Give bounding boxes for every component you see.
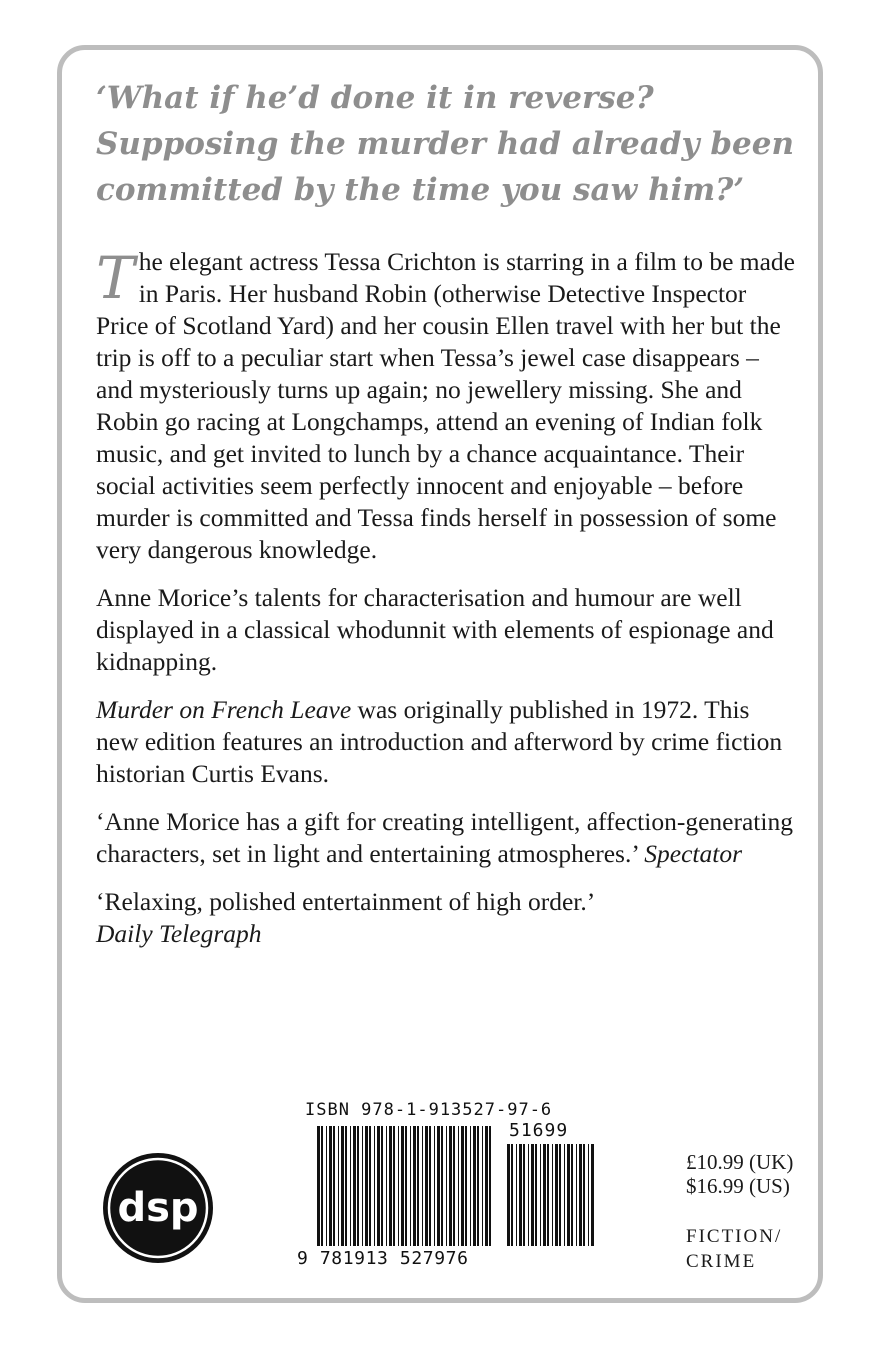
- genre-line-2: CRIME: [686, 1251, 757, 1272]
- barcode-bar: [326, 1126, 327, 1246]
- pull-quote-line-3: committed by the time you saw him?’: [96, 172, 745, 208]
- barcode-bar: [425, 1126, 428, 1246]
- barcode-bar: [389, 1126, 392, 1246]
- barcode-bar: [511, 1144, 513, 1246]
- barcode-bar: [405, 1126, 407, 1246]
- barcode-bar: [555, 1144, 558, 1246]
- blurb-paragraph-3: [96, 694, 796, 790]
- barcode-bar: [329, 1126, 332, 1246]
- review-2-text: ‘Relaxing, polished entertainment of high order.’: [96, 887, 596, 916]
- barcode-bars: [297, 1122, 597, 1248]
- barcode-bar: [567, 1144, 570, 1246]
- barcode-bar: [449, 1126, 452, 1246]
- barcode-bar: [338, 1126, 339, 1246]
- barcode-bar: [465, 1126, 467, 1246]
- barcode-bar: [523, 1144, 525, 1246]
- barcode-bar: [321, 1126, 323, 1246]
- barcode-bar: [369, 1126, 371, 1246]
- pull-quote: [96, 75, 816, 213]
- barcode-bar: [458, 1126, 459, 1246]
- barcode-bar: [535, 1144, 537, 1246]
- barcode-bar: [434, 1126, 435, 1246]
- price-uk: £10.99 (UK): [686, 1150, 794, 1174]
- barcode-bar: [507, 1144, 510, 1246]
- barcode-bar: [583, 1144, 585, 1246]
- blurb: [96, 246, 796, 966]
- review-1-text: ‘Anne Morice has a gift for creating intelligent, affection-generating characters, set in light and entertaining atmospheres.’: [96, 807, 793, 868]
- barcode-bar: [401, 1126, 404, 1246]
- blurb-paragraph-1-text: he elegant actress Tessa Crichton is starring in a film to be made in Paris. Her husband Robin (otherwise Detective Inspector Price of Scotland Yard) and her cousin Ellen travel with her but the trip is off to a peculiar start when Tessa’s jewel case disappears – and mysteriously turns up again; no jewellery missing. She and Robin go racing at Longchamps, attend an evening of Indian folk music, and get invited to lunch by a chance acquaintance. Their social activities seem perfectly innocent and enjoyable – before murder is committed and Tessa finds herself in possession of some very dangerous knowledge.: [96, 247, 795, 564]
- barcode-bar: [398, 1126, 399, 1246]
- barcode-bar: [413, 1126, 416, 1246]
- barcode-bar: [591, 1144, 594, 1246]
- barcode-bar: [461, 1126, 464, 1246]
- review-1: [96, 806, 796, 870]
- barcode-bar: [446, 1126, 447, 1246]
- barcode-bar: [417, 1126, 419, 1246]
- genre-line-1: FICTION/: [686, 1226, 783, 1247]
- barcode-bar: [531, 1144, 534, 1246]
- barcode-bar: [579, 1144, 582, 1246]
- review-2: [96, 886, 796, 950]
- genre-label: [686, 1224, 816, 1274]
- barcode-bar: [422, 1126, 423, 1246]
- barcode-bar: [345, 1126, 347, 1246]
- barcode-bar: [552, 1144, 553, 1246]
- barcode-digits: 9 781913 527976: [297, 1248, 469, 1269]
- barcode-bar: [410, 1126, 411, 1246]
- blurb-paragraph-3-text: was originally published in 1972. This new edition features an introduction and afterword by crime fiction historian Curtis Evans.: [96, 695, 783, 788]
- barcode-bar: [357, 1126, 359, 1246]
- blurb-paragraph-2: Anne Morice’s talents for characterisation and humour are well displayed in a classical whodunnit with elements of espionage and kidnapping.: [96, 583, 774, 676]
- barcode-addon-digits: 51699: [509, 1120, 569, 1141]
- pull-quote-line-1: ‘What if he’d done it in reverse?: [96, 80, 654, 116]
- barcode-bar: [353, 1126, 356, 1246]
- drop-cap: T: [96, 244, 135, 312]
- barcode-bar: [571, 1144, 573, 1246]
- barcode-bar: [516, 1144, 517, 1246]
- price-us: $16.99 (US): [686, 1174, 790, 1198]
- barcode-bar: [543, 1144, 546, 1246]
- barcode-bar: [333, 1126, 335, 1246]
- barcode-bar: [374, 1126, 375, 1246]
- barcode-bar: [365, 1126, 368, 1246]
- review-1-source: Spectator: [644, 839, 743, 868]
- barcode-bar: [381, 1126, 383, 1246]
- pull-quote-line-2: Supposing the murder had already been: [96, 126, 794, 162]
- barcode-bar: [576, 1144, 577, 1246]
- isbn-label: ISBN 978-1-913527-97-6: [305, 1100, 553, 1120]
- blurb-paragraph-1: [96, 246, 796, 566]
- barcode-bar: [393, 1126, 395, 1246]
- book-title: Murder on French Leave: [96, 695, 352, 724]
- barcode-bar: [485, 1126, 488, 1246]
- barcode-bar: [559, 1144, 561, 1246]
- barcode-bar: [377, 1126, 380, 1246]
- publisher-logo: [101, 1151, 215, 1265]
- barcode-bar: [482, 1126, 483, 1246]
- barcode-bar: [489, 1126, 491, 1246]
- isbn-barcode: [297, 1100, 597, 1275]
- barcode-bar: [386, 1126, 387, 1246]
- barcode-bar: [588, 1144, 589, 1246]
- barcode-bar: [470, 1126, 471, 1246]
- barcode-bar: [477, 1126, 479, 1246]
- barcode-bar: [453, 1126, 455, 1246]
- barcode-bar: [519, 1144, 522, 1246]
- barcode-bar: [473, 1126, 476, 1246]
- barcode-bar: [547, 1144, 549, 1246]
- barcode-bar: [528, 1144, 529, 1246]
- barcode-bar: [564, 1144, 565, 1246]
- barcode-bar: [441, 1126, 443, 1246]
- barcode-bar: [317, 1126, 320, 1246]
- price-block: [686, 1150, 816, 1198]
- barcode-bar: [540, 1144, 541, 1246]
- barcode-bar: [429, 1126, 431, 1246]
- publisher-logo-text: dsp: [117, 1185, 199, 1231]
- barcode-bar: [350, 1126, 351, 1246]
- barcode-bar: [362, 1126, 363, 1246]
- review-2-source: Daily Telegraph: [96, 919, 262, 948]
- barcode-bar: [341, 1126, 344, 1246]
- barcode-bar: [437, 1126, 440, 1246]
